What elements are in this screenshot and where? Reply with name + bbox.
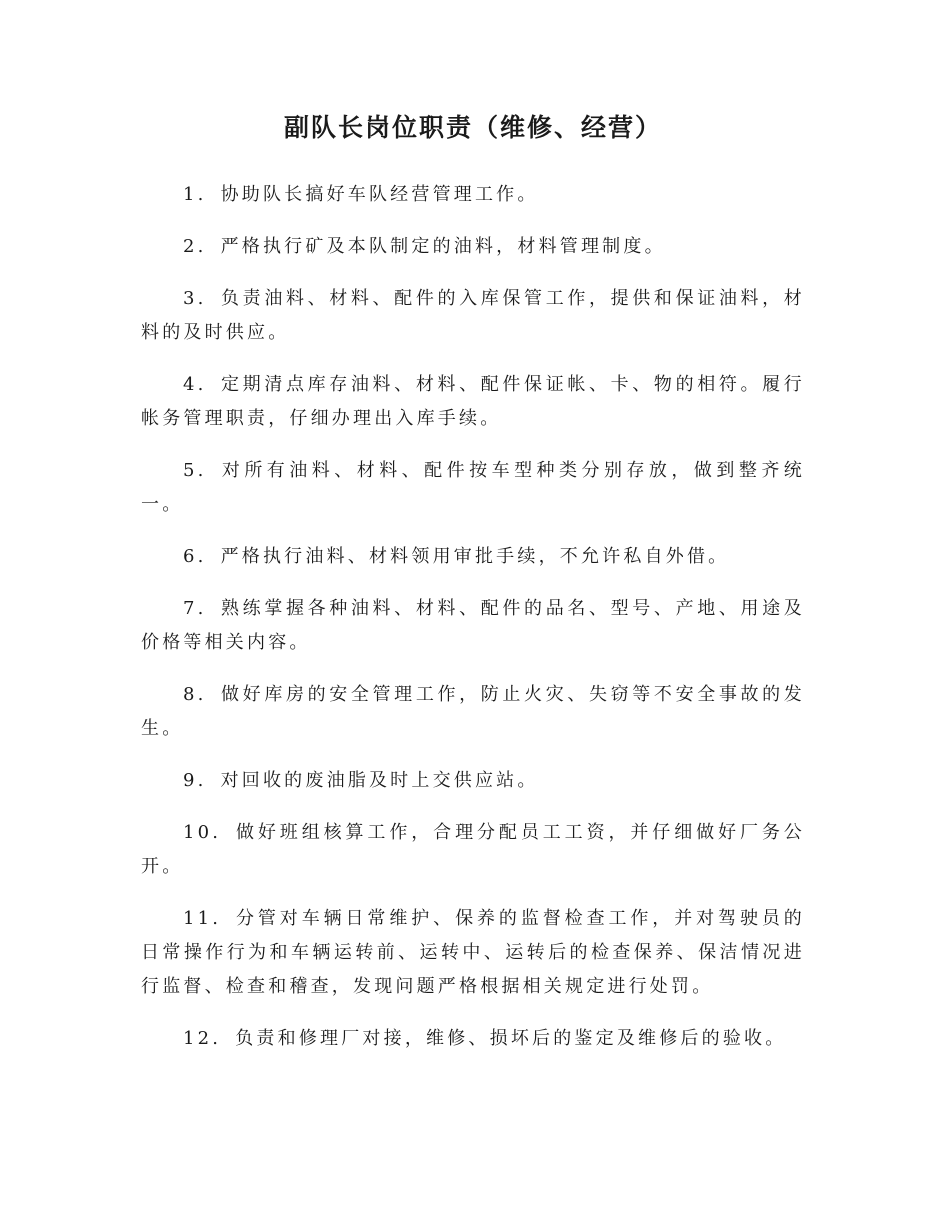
duty-number: 8. — [183, 684, 207, 705]
duty-number: 9. — [183, 770, 207, 791]
duty-number: 7. — [183, 598, 207, 619]
duty-text: 严格执行矿及本队制定的油料，材料管理制度。 — [220, 236, 666, 257]
duty-item-11 — [141, 902, 805, 1004]
duty-number: 3. — [183, 288, 207, 309]
duty-text: 协助队长搞好车队经营管理工作。 — [220, 184, 539, 205]
duty-text: 熟练掌握各种油料、材料、配件的品名、型号、产地、用途及价格等相关内容。 — [141, 598, 805, 653]
document-title: 副队长岗位职责（维修、经营） — [283, 113, 662, 142]
duty-item-1 — [141, 178, 805, 212]
duty-number: 5. — [183, 460, 207, 481]
duty-number: 1. — [183, 184, 207, 205]
duty-item-5 — [141, 454, 805, 522]
duty-item-2 — [141, 230, 805, 264]
duty-item-7 — [141, 592, 805, 660]
duty-number: 6. — [183, 546, 207, 567]
duty-text: 定期清点库存油料、材料、配件保证帐、卡、物的相符。履行帐务管理职责，仔细办理出入库手续。 — [141, 374, 805, 429]
document-page — [141, 108, 805, 1074]
duty-item-3 — [141, 282, 805, 350]
duty-text: 做好库房的安全管理工作，防止火灾、失窃等不安全事故的发生。 — [141, 684, 805, 739]
duty-number: 2. — [183, 236, 207, 257]
duty-item-9 — [141, 764, 805, 798]
duty-text: 对回收的废油脂及时上交供应站。 — [220, 770, 539, 791]
duty-text: 严格执行油料、材料领用审批手续，不允许私自外借。 — [220, 546, 730, 567]
duty-item-8 — [141, 678, 805, 746]
duty-number: 4. — [183, 374, 207, 395]
duty-item-10 — [141, 816, 805, 884]
duty-number: 10. — [183, 822, 222, 843]
duty-text: 负责和修理厂对接，维修、损坏后的鉴定及维修后的验收。 — [235, 1028, 787, 1049]
duty-list — [141, 178, 805, 1056]
duty-item-4 — [141, 368, 805, 436]
duty-text: 负责油料、材料、配件的入库保管工作，提供和保证油料，材料的及时供应。 — [141, 288, 805, 343]
duty-number: 12. — [183, 1028, 222, 1049]
duty-number: 11. — [183, 908, 222, 929]
duty-item-12 — [141, 1022, 805, 1056]
duty-text: 分管对车辆日常维护、保养的监督检查工作，并对驾驶员的日常操作行为和车辆运转前、运转中、运转后的检查保养、保洁情况进行监督、检查和稽查，发现问题严格根据相关规定进行处罚。 — [141, 908, 805, 997]
duty-text: 做好班组核算工作，合理分配员工工资，并仔细做好厂务公开。 — [141, 822, 805, 877]
duty-text: 对所有油料、材料、配件按车型种类分别存放，做到整齐统一。 — [141, 460, 805, 515]
duty-item-6 — [141, 540, 805, 574]
